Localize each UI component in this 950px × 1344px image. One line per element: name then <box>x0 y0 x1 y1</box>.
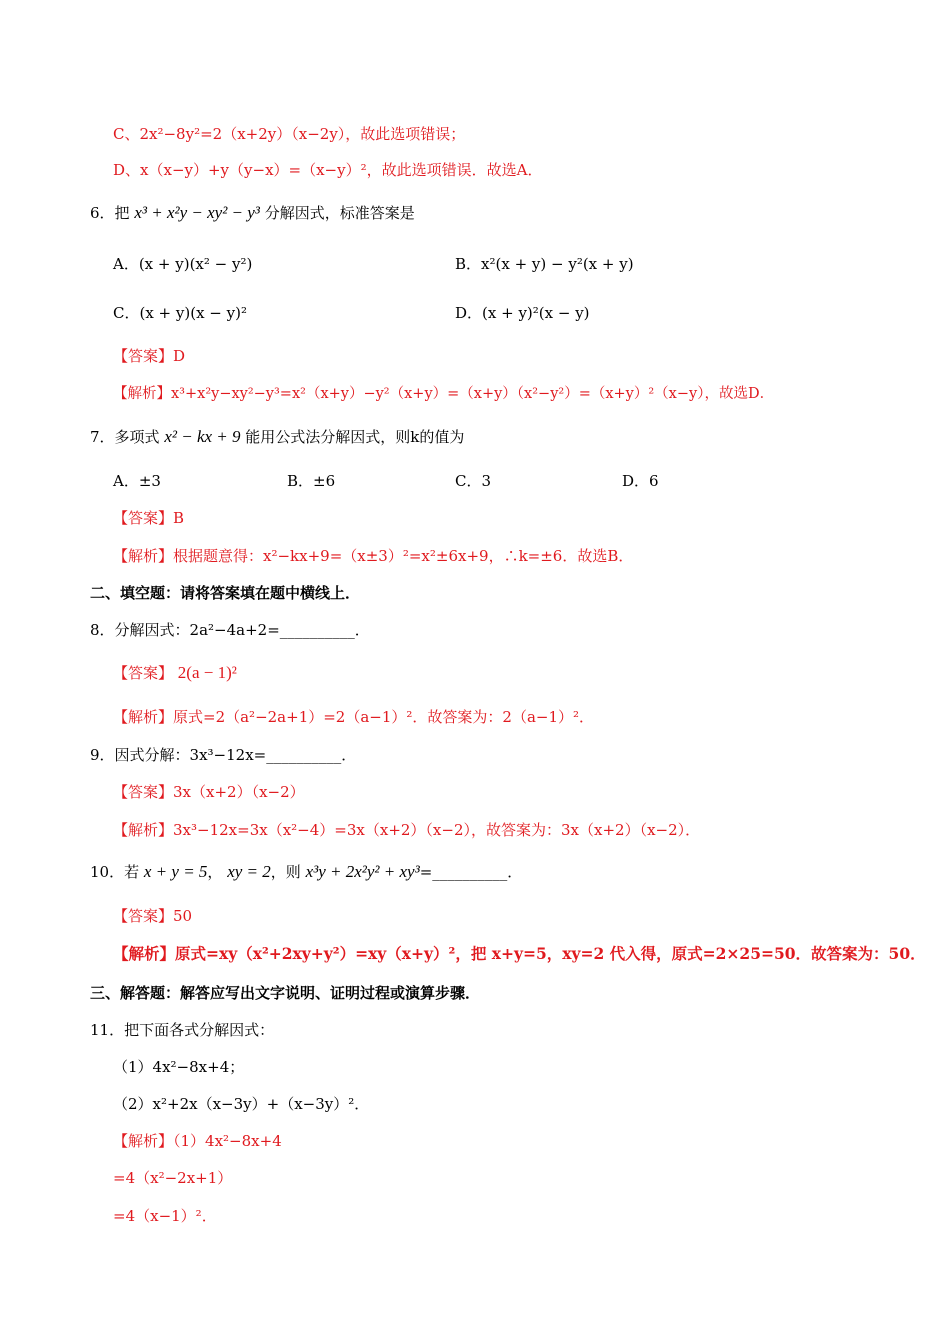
question-9: 9．因式分解：3x³−12x=__________． <box>90 746 357 764</box>
q9-analysis: 【解析】3x³−12x=3x（x²−4）=3x（x+2）（x−2），故答案为：3x（x+2）（x−2）． <box>113 821 701 839</box>
q10-mid-2: ，则 <box>270 863 301 881</box>
q8-answer <box>113 663 237 683</box>
q7-answer: 【答案】B <box>113 509 185 527</box>
q6-prefix: 6．把 <box>90 204 130 222</box>
line-c-option-explain: C、2x²−8y²=2（x+2y）（x−2y），故此选项错误； <box>113 125 466 143</box>
question-10 <box>90 862 522 882</box>
q10-mid: ， <box>207 863 223 881</box>
line-d-option-explain: D、x（x−y）+y（y−x）=（x−y）²，故此选项错误．故选A． <box>113 161 543 179</box>
q11-step-1: =4（x²−2x+1） <box>113 1169 233 1187</box>
section-2-title: 二、填空题：请将答案填在题中横线上． <box>90 584 361 602</box>
q6-option-c: C．(x + y)(x − y)² <box>113 304 247 322</box>
q7-analysis: 【解析】根据题意得：x²−kx+9=（x±3）²=x²±6x+9，∴k=±6．故选B． <box>113 547 634 565</box>
q6-option-d: D．(x + y)²(x − y) <box>455 304 590 322</box>
q8-answer-label: 【答案】 <box>113 664 174 682</box>
q7-suffix: 能用公式法分解因式，则k的值为 <box>245 428 465 446</box>
section-3-title: 三、解答题：解答应写出文字说明、证明过程或演算步骤． <box>90 984 481 1002</box>
q11-part-1: （1）4x²−8x+4； <box>113 1058 245 1076</box>
q10-math-2: xy = 2 <box>227 862 271 881</box>
q7-option-b: B．±6 <box>287 472 336 490</box>
q6-answer: 【答案】D <box>113 347 186 365</box>
q11-analysis: 【解析】（1）4x²−8x+4 <box>113 1132 282 1150</box>
q10-math-1: x + y = 5 <box>143 862 208 881</box>
q7-option-c: C．3 <box>455 472 492 490</box>
q10-math-3: x³y + 2x²y² + xy³ <box>305 862 420 881</box>
q9-answer: 【答案】3x（x+2）（x−2） <box>113 783 305 801</box>
q6-suffix: 分解因式，标准答案是 <box>264 204 415 222</box>
q7-option-a: A．±3 <box>113 472 161 490</box>
question-7 <box>90 427 464 447</box>
q10-prefix: 10．若 <box>90 863 140 881</box>
q10-answer: 【答案】50 <box>113 907 193 925</box>
q7-prefix: 7．多项式 <box>90 428 160 446</box>
q6-option-b: B．x²(x + y) − y²(x + y) <box>455 255 634 273</box>
q11-part-2: （2）x²+2x（x−3y）+（x−3y）²． <box>113 1095 370 1113</box>
question-6 <box>90 203 415 223</box>
q10-suffix: =__________． <box>419 863 523 881</box>
q10-analysis: 【解析】原式=xy（x²+2xy+y²）=xy（x+y）²，把 x+y=5，xy=2 代入得，原式=2×25=50．故答案为：50． <box>113 944 926 963</box>
q6-analysis: 【解析】x³+x²y−xy²−y³=x²（x+y）−y²（x+y）=（x+y）（x²−y²）=（x+y）²（x−y），故选D． <box>113 386 775 402</box>
q8-analysis: 【解析】原式=2（a²−2a+1）=2（a−1）²．故答案为：2（a−1）²． <box>113 708 595 726</box>
q11-step-2: =4（x−1）²． <box>113 1207 217 1225</box>
q7-option-d: D．6 <box>622 472 659 490</box>
q8-answer-math: 2(a − 1)² <box>177 663 237 682</box>
q7-math: x² − kx + 9 <box>164 427 241 446</box>
question-11: 11．把下面各式分解因式： <box>90 1021 275 1039</box>
question-8: 8．分解因式：2a²−4a+2=__________． <box>90 621 370 639</box>
q6-math: x³ + x²y − xy² − y³ <box>134 203 260 222</box>
q6-option-a: A．(x + y)(x² − y²) <box>113 255 253 273</box>
